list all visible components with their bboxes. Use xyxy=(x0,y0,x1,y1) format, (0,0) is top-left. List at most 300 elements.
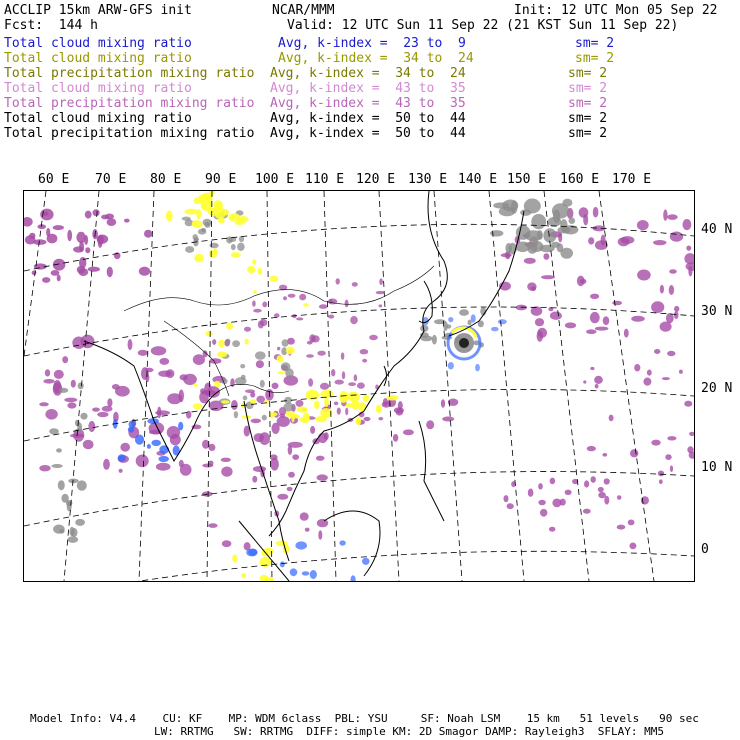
purple-cloud-patch xyxy=(630,449,638,457)
yellow-cloud-patch xyxy=(245,339,249,345)
yellow-cloud-patch xyxy=(205,331,212,336)
gray-cloud-patch xyxy=(77,480,87,490)
yellow-cloud-patch xyxy=(221,400,230,403)
field-sm: sm= 2 xyxy=(568,96,608,111)
yellow-cloud-patch xyxy=(218,340,225,347)
lat-label: 20 N xyxy=(701,381,733,396)
purple-cloud-patch xyxy=(283,296,287,300)
gray-cloud-patch xyxy=(75,420,80,427)
purple-cloud-patch xyxy=(244,327,251,332)
purple-cloud-patch xyxy=(376,291,385,294)
map-canvas xyxy=(24,191,694,581)
purple-cloud-patch xyxy=(383,398,388,406)
lon-label: 90 E xyxy=(205,172,237,187)
purple-cloud-patch xyxy=(364,417,371,421)
yellow-cloud-patch xyxy=(252,259,256,264)
gray-cloud-patch xyxy=(75,519,85,526)
yellow-cloud-patch xyxy=(306,390,320,401)
blue-cloud-patch xyxy=(339,540,345,545)
purple-cloud-patch xyxy=(296,400,304,407)
gray-cloud-patch xyxy=(255,351,266,359)
yellow-cloud-patch xyxy=(358,402,367,411)
blue-cloud-patch xyxy=(362,558,370,565)
purple-cloud-patch xyxy=(107,398,112,407)
field-avg: Avg, k-index = 50 to 44 xyxy=(270,126,466,141)
yellow-cloud-patch xyxy=(216,203,221,210)
field-name: Total precipitation mixing ratio xyxy=(4,96,255,111)
gray-cloud-patch xyxy=(234,411,238,418)
purple-cloud-patch xyxy=(76,232,85,243)
field-name: Total precipitation mixing ratio xyxy=(4,66,255,81)
gray-cloud-patch xyxy=(562,199,572,207)
purple-cloud-patch xyxy=(245,389,255,393)
purple-cloud-patch xyxy=(45,369,50,376)
blue-cloud-patch xyxy=(151,440,161,446)
forecast-hour: Fcst: 144 h xyxy=(4,18,98,33)
purple-cloud-patch xyxy=(663,209,667,220)
yellow-cloud-patch xyxy=(196,209,201,219)
yellow-cloud-patch xyxy=(193,383,197,387)
purple-cloud-patch xyxy=(310,426,315,434)
blue-cloud-patch xyxy=(448,317,453,322)
purple-cloud-patch xyxy=(651,440,660,446)
purple-cloud-patch xyxy=(504,495,509,502)
purple-cloud-patch xyxy=(73,246,84,252)
purple-cloud-patch xyxy=(221,467,232,477)
purple-cloud-patch xyxy=(29,233,35,239)
purple-cloud-patch xyxy=(550,312,562,320)
gray-cloud-patch xyxy=(226,339,231,344)
yellow-cloud-patch xyxy=(232,555,237,563)
gray-cloud-patch xyxy=(558,227,571,234)
blue-cloud-patch xyxy=(290,568,298,576)
gray-cloud-patch xyxy=(459,309,469,316)
purple-cloud-patch xyxy=(621,236,635,244)
purple-cloud-patch xyxy=(342,371,345,379)
blue-cloud-patch xyxy=(491,327,499,331)
purple-cloud-patch xyxy=(667,351,675,356)
purple-cloud-patch xyxy=(565,322,576,328)
valid-time: Valid: 12 UTC Sun 11 Sep 22 (21 KST Sun 11 Sep 22) xyxy=(287,18,679,33)
purple-cloud-patch xyxy=(167,393,182,404)
model-info-line1: Model Info: V4.4 CU: KF MP: WDM 6class PBL: YSU SF: Noah LSM 15 km 51 levels 90 sec xyxy=(30,712,699,725)
purple-cloud-patch xyxy=(379,304,383,307)
purple-cloud-patch xyxy=(300,512,309,520)
lat-label: 30 N xyxy=(701,304,733,319)
gray-cloud-patch xyxy=(68,479,79,484)
purple-cloud-patch xyxy=(609,415,614,422)
purple-cloud-patch xyxy=(354,374,358,381)
purple-cloud-patch xyxy=(341,352,345,359)
purple-cloud-patch xyxy=(139,267,150,276)
purple-cloud-patch xyxy=(590,294,599,299)
gray-cloud-patch xyxy=(185,246,194,253)
purple-cloud-patch xyxy=(292,454,299,460)
purple-cloud-patch xyxy=(634,364,640,371)
purple-cloud-patch xyxy=(208,523,217,528)
purple-cloud-patch xyxy=(360,349,369,354)
yellow-cloud-patch xyxy=(314,401,319,410)
field-sm: sm= 2 xyxy=(568,81,608,96)
purple-cloud-patch xyxy=(272,383,279,389)
purple-cloud-patch xyxy=(637,220,649,230)
meridian-line xyxy=(267,191,272,581)
purple-cloud-patch xyxy=(588,237,594,244)
yellow-cloud-patch xyxy=(291,414,300,418)
purple-cloud-patch xyxy=(222,540,232,547)
purple-cloud-patch xyxy=(78,268,88,276)
field-name: Total cloud mixing ratio xyxy=(4,36,192,51)
purple-cloud-patch xyxy=(595,384,599,389)
purple-cloud-patch xyxy=(538,483,543,489)
yellow-cloud-patch xyxy=(264,400,268,405)
yellow-cloud-patch xyxy=(217,351,227,357)
coastline xyxy=(324,511,380,576)
gray-cloud-patch xyxy=(490,230,503,236)
purple-cloud-patch xyxy=(665,454,671,460)
purple-cloud-patch xyxy=(577,276,585,287)
meridian-line xyxy=(599,191,654,581)
init-time: Init: 12 UTC Mon 05 Sep 22 xyxy=(514,3,718,18)
gray-cloud-patch xyxy=(446,324,451,328)
lon-label: 160 E xyxy=(560,172,600,187)
purple-cloud-patch xyxy=(305,528,310,532)
blue-cloud-patch xyxy=(128,427,134,433)
field-sm: sm= 2 xyxy=(568,66,608,81)
lon-label: 140 E xyxy=(458,172,498,187)
purple-cloud-patch xyxy=(141,367,149,380)
blue-cloud-patch xyxy=(147,444,151,449)
blue-cloud-patch xyxy=(135,435,144,445)
purple-cloud-patch xyxy=(507,503,514,509)
purple-cloud-patch xyxy=(317,351,325,356)
gray-cloud-patch xyxy=(80,413,87,420)
yellow-cloud-patch xyxy=(193,403,202,409)
yellow-cloud-patch xyxy=(258,268,262,275)
yellow-cloud-patch xyxy=(316,416,327,422)
purple-cloud-patch xyxy=(57,275,61,282)
lon-label: 80 E xyxy=(150,172,182,187)
purple-cloud-patch xyxy=(587,446,596,451)
purple-cloud-patch xyxy=(378,417,383,420)
field-avg: Avg, k-index = 23 to 9 xyxy=(278,36,466,51)
field-name: Total cloud mixing ratio xyxy=(4,111,192,126)
purple-cloud-patch xyxy=(660,322,672,332)
field-sm: sm= 2 xyxy=(568,126,608,141)
purple-cloud-patch xyxy=(590,312,600,323)
purple-cloud-patch xyxy=(272,423,280,434)
yellow-cloud-patch xyxy=(297,407,309,413)
field-avg: Avg, k-index = 50 to 44 xyxy=(270,111,466,126)
purple-cloud-patch xyxy=(202,390,216,395)
purple-cloud-patch xyxy=(334,402,339,406)
yellow-cloud-patch xyxy=(231,252,241,257)
yellow-cloud-patch xyxy=(286,347,295,355)
purple-cloud-patch xyxy=(583,380,586,383)
purple-cloud-patch xyxy=(138,350,148,356)
gray-cloud-patch xyxy=(194,237,199,241)
purple-cloud-patch xyxy=(288,472,295,478)
purple-cloud-patch xyxy=(64,398,77,403)
gray-cloud-patch xyxy=(51,464,62,468)
yellow-cloud-patch xyxy=(387,395,399,401)
field-avg: Avg, k-index = 43 to 35 xyxy=(270,96,466,111)
purple-cloud-patch xyxy=(624,329,629,338)
field-name: Total cloud mixing ratio xyxy=(4,51,192,66)
purple-cloud-patch xyxy=(259,432,270,445)
coastline xyxy=(419,281,432,323)
lon-label: 110 E xyxy=(305,172,345,187)
field-sm: sm= 2 xyxy=(575,36,615,51)
gray-cloud-patch xyxy=(569,217,576,224)
purple-cloud-patch xyxy=(253,309,262,313)
purple-cloud-patch xyxy=(62,356,68,363)
gray-cloud-patch xyxy=(432,335,437,345)
yellow-cloud-patch xyxy=(356,417,361,425)
meridian-line xyxy=(24,191,46,581)
purple-cloud-patch xyxy=(318,433,328,443)
coastline xyxy=(449,211,524,336)
gray-cloud-patch xyxy=(231,244,236,250)
purple-cloud-patch xyxy=(115,386,130,397)
purple-cloud-patch xyxy=(653,240,666,245)
yellow-cloud-patch xyxy=(194,197,202,204)
purple-cloud-patch xyxy=(629,543,636,550)
purple-cloud-patch xyxy=(317,519,328,527)
purple-cloud-patch xyxy=(270,454,278,460)
blue-cloud-patch xyxy=(295,541,307,549)
purple-cloud-patch xyxy=(617,495,621,500)
blue-cloud-patch xyxy=(471,314,476,323)
purple-cloud-patch xyxy=(71,380,76,388)
purple-cloud-patch xyxy=(53,225,64,230)
purple-cloud-patch xyxy=(641,496,649,504)
purple-cloud-patch xyxy=(97,412,108,417)
purple-cloud-patch xyxy=(98,236,103,248)
purple-cloud-patch xyxy=(256,396,265,403)
purple-cloud-patch xyxy=(119,469,123,473)
purple-cloud-patch xyxy=(120,443,130,452)
blue-cloud-patch xyxy=(159,445,169,454)
blue-cloud-patch xyxy=(448,362,454,369)
purple-cloud-patch xyxy=(260,319,267,326)
gray-cloud-patch xyxy=(493,202,509,208)
purple-cloud-patch xyxy=(549,527,555,532)
purple-cloud-patch xyxy=(594,376,603,384)
blue-cloud-patch xyxy=(498,319,507,324)
purple-cloud-patch xyxy=(583,509,591,514)
purple-cloud-patch xyxy=(44,212,49,216)
gray-cloud-patch xyxy=(281,362,291,371)
coastline xyxy=(124,266,434,311)
lon-label: 120 E xyxy=(356,172,396,187)
purple-cloud-patch xyxy=(320,383,329,390)
purple-cloud-patch xyxy=(202,464,213,468)
purple-cloud-patch xyxy=(67,402,76,408)
yellow-cloud-patch xyxy=(250,399,257,403)
purple-cloud-patch xyxy=(202,440,209,449)
gray-cloud-patch xyxy=(232,340,240,347)
purple-cloud-patch xyxy=(540,509,547,517)
purple-cloud-patch xyxy=(179,460,184,467)
purple-cloud-patch xyxy=(308,378,313,387)
meridian-line xyxy=(434,191,462,581)
purple-cloud-patch xyxy=(403,429,414,435)
purple-cloud-patch xyxy=(103,459,110,470)
purple-cloud-patch xyxy=(670,232,683,242)
purple-cloud-patch xyxy=(667,436,676,440)
purple-cloud-patch xyxy=(543,253,549,260)
gray-cloud-patch xyxy=(543,228,556,242)
yellow-cloud-patch xyxy=(194,254,203,263)
blue-cloud-patch xyxy=(159,456,169,462)
yellow-cloud-patch xyxy=(346,403,353,407)
purple-cloud-patch xyxy=(328,315,334,319)
purple-cloud-patch xyxy=(617,525,626,530)
gray-cloud-patch xyxy=(210,243,219,249)
purple-cloud-patch xyxy=(603,316,610,325)
purple-cloud-patch xyxy=(279,414,285,418)
blue-cloud-patch xyxy=(310,570,317,579)
purple-cloud-patch xyxy=(39,402,49,406)
yellow-cloud-patch xyxy=(254,290,257,294)
gray-cloud-patch xyxy=(235,377,247,385)
purple-cloud-patch xyxy=(604,478,610,484)
purple-cloud-patch xyxy=(651,301,664,313)
purple-cloud-patch xyxy=(54,370,64,379)
purple-cloud-patch xyxy=(643,378,651,386)
purple-cloud-patch xyxy=(654,349,660,354)
coastline xyxy=(239,521,289,581)
typhoon-eye xyxy=(459,338,469,348)
gray-cloud-patch xyxy=(539,245,554,252)
purple-cloud-patch xyxy=(628,520,635,526)
gray-cloud-patch xyxy=(537,230,543,240)
lat-label: 40 N xyxy=(701,222,733,237)
purple-cloud-patch xyxy=(316,456,325,461)
purple-cloud-patch xyxy=(442,417,454,422)
purple-cloud-patch xyxy=(357,382,365,388)
purple-cloud-patch xyxy=(93,209,100,216)
purple-cloud-patch xyxy=(251,419,261,424)
purple-cloud-patch xyxy=(535,318,544,326)
yellow-cloud-patch xyxy=(303,303,309,307)
yellow-cloud-patch xyxy=(214,248,217,255)
purple-cloud-patch xyxy=(591,476,596,483)
lon-label: 170 E xyxy=(612,172,652,187)
purple-cloud-patch xyxy=(345,300,349,308)
purple-cloud-patch xyxy=(277,494,288,500)
gray-cloud-patch xyxy=(243,396,248,401)
purple-cloud-patch xyxy=(331,369,335,376)
purple-cloud-patch xyxy=(352,282,358,287)
purple-cloud-patch xyxy=(637,270,651,281)
yellow-cloud-patch xyxy=(259,575,268,581)
gray-cloud-patch xyxy=(203,219,212,226)
purple-cloud-patch xyxy=(647,370,652,376)
gray-cloud-patch xyxy=(59,388,69,393)
yellow-cloud-patch xyxy=(303,412,310,423)
purple-cloud-patch xyxy=(604,496,609,505)
purple-cloud-patch xyxy=(144,230,152,238)
gray-cloud-patch xyxy=(56,448,62,452)
purple-cloud-patch xyxy=(602,453,607,457)
purple-cloud-patch xyxy=(612,301,622,306)
purple-cloud-patch xyxy=(85,247,90,253)
purple-cloud-patch xyxy=(39,465,50,471)
purple-cloud-patch xyxy=(345,408,348,416)
field-sm: sm= 2 xyxy=(568,111,608,126)
purple-cloud-patch xyxy=(688,266,692,277)
purple-cloud-patch xyxy=(252,476,257,483)
gray-cloud-patch xyxy=(182,217,191,221)
purple-cloud-patch xyxy=(369,335,378,340)
purple-cloud-patch xyxy=(202,491,213,496)
yellow-cloud-patch xyxy=(268,577,273,581)
purple-cloud-patch xyxy=(72,337,85,349)
purple-cloud-patch xyxy=(584,480,589,487)
purple-cloud-patch xyxy=(156,463,171,471)
purple-cloud-patch xyxy=(362,359,367,363)
purple-cloud-patch xyxy=(590,367,594,370)
purple-cloud-patch xyxy=(306,354,314,358)
gray-cloud-patch xyxy=(282,339,289,346)
purple-cloud-patch xyxy=(524,258,536,264)
field-name: Total precipitation mixing ratio xyxy=(4,126,255,141)
gray-cloud-patch xyxy=(58,480,65,490)
purple-cloud-patch xyxy=(541,275,555,279)
blue-cloud-patch xyxy=(302,571,310,575)
purple-cloud-patch xyxy=(208,444,215,451)
purple-cloud-patch xyxy=(67,230,72,241)
purple-cloud-patch xyxy=(348,382,356,386)
purple-cloud-patch xyxy=(151,346,167,355)
yellow-cloud-patch xyxy=(241,573,246,578)
lon-label: 100 E xyxy=(255,172,295,187)
purple-cloud-patch xyxy=(221,458,231,462)
purple-cloud-patch xyxy=(45,409,57,420)
gray-cloud-patch xyxy=(198,229,206,235)
purple-cloud-patch xyxy=(43,379,54,384)
lon-label: 150 E xyxy=(507,172,547,187)
blue-cloud-patch xyxy=(351,575,356,581)
field-avg: Avg, k-index = 34 to 24 xyxy=(270,66,466,81)
yellow-cloud-patch xyxy=(247,266,255,274)
purple-cloud-patch xyxy=(531,287,536,292)
purple-cloud-patch xyxy=(299,294,306,301)
purple-cloud-patch xyxy=(689,432,694,436)
purple-cloud-patch xyxy=(88,267,100,272)
org-label: NCAR/MMM xyxy=(272,3,335,18)
yellow-cloud-patch xyxy=(226,323,233,330)
coastline xyxy=(384,366,387,386)
purple-cloud-patch xyxy=(350,316,358,324)
purple-cloud-patch xyxy=(565,490,572,495)
purple-cloud-patch xyxy=(337,408,341,415)
purple-cloud-patch xyxy=(379,278,383,285)
gray-cloud-patch xyxy=(524,199,541,214)
parallel-line xyxy=(24,551,694,581)
blue-cloud-patch xyxy=(118,454,126,462)
yellow-cloud-patch xyxy=(277,355,284,362)
purple-cloud-patch xyxy=(309,334,315,342)
blue-cloud-patch xyxy=(248,549,257,556)
lon-label: 60 E xyxy=(38,172,70,187)
gray-cloud-patch xyxy=(557,243,564,252)
gray-cloud-patch xyxy=(59,529,64,534)
purple-cloud-patch xyxy=(686,246,691,251)
purple-cloud-patch xyxy=(186,411,191,419)
